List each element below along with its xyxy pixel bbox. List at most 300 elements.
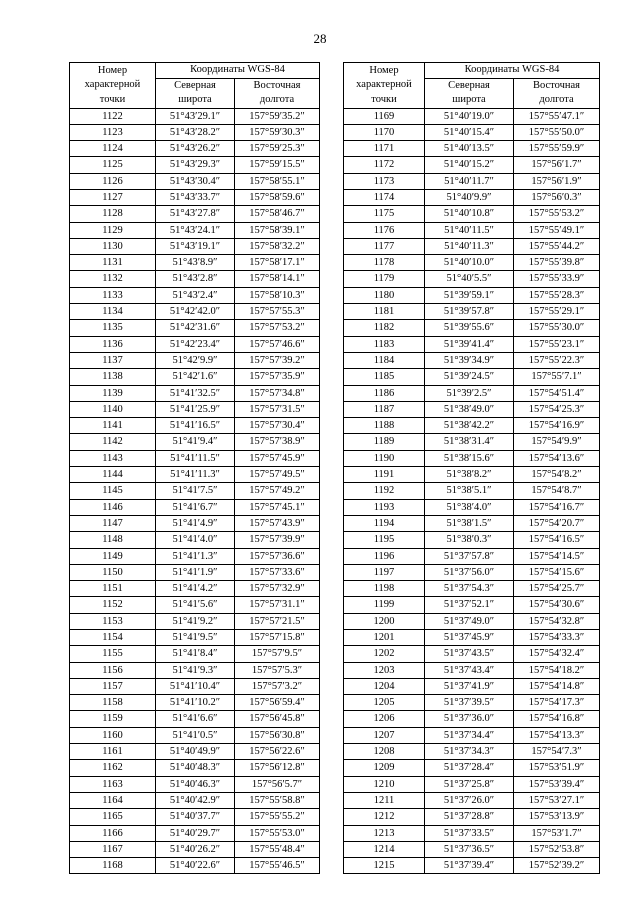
latitude-cell: 51°37′39.5″: [425, 695, 514, 711]
longitude-cell: 157°54′13.3″: [514, 727, 600, 743]
longitude-cell: 157°57′38.9″: [235, 434, 320, 450]
table-row: [70, 678, 320, 694]
table-row: [70, 499, 320, 515]
table-row: [70, 597, 320, 613]
point-number-cell: 1145: [70, 483, 156, 499]
header-point-number-line: Номер: [97, 64, 128, 76]
point-number-cell: 1174: [344, 189, 425, 205]
longitude-cell: 157°58′14.1″: [235, 271, 320, 287]
point-number-cell: 1141: [70, 418, 156, 434]
table-row: [70, 483, 320, 499]
latitude-cell: 51°38′4.0″: [425, 499, 514, 515]
latitude-cell: 51°41′6.6″: [156, 711, 235, 727]
latitude-cell: 51°42′42.0″: [156, 304, 235, 320]
latitude-cell: 51°41′9.2″: [156, 613, 235, 629]
point-number-cell: 1190: [344, 450, 425, 466]
table-body-right: [344, 108, 600, 874]
point-number-cell: 1144: [70, 467, 156, 483]
point-number-cell: 1163: [70, 776, 156, 792]
point-number-cell: 1133: [70, 287, 156, 303]
latitude-cell: 51°41′25.9″: [156, 401, 235, 417]
point-number-cell: 1130: [70, 238, 156, 254]
table-row: [344, 858, 600, 874]
latitude-cell: 51°41′8.4″: [156, 646, 235, 662]
latitude-cell: 51°41′16.5″: [156, 418, 235, 434]
latitude-cell: 51°41′1.9″: [156, 564, 235, 580]
latitude-cell: 51°43′29.3″: [156, 157, 235, 173]
longitude-cell: 157°53′39.4″: [514, 776, 600, 792]
point-number-cell: 1182: [344, 320, 425, 336]
point-number-cell: 1125: [70, 157, 156, 173]
longitude-cell: 157°56′30.8″: [235, 727, 320, 743]
table-row: [70, 613, 320, 629]
latitude-cell: 51°41′6.7″: [156, 499, 235, 515]
longitude-cell: 157°54′30.6″: [514, 597, 600, 613]
point-number-cell: 1197: [344, 564, 425, 580]
longitude-cell: 157°54′13.6″: [514, 450, 600, 466]
longitude-cell: 157°55′33.9″: [514, 271, 600, 287]
latitude-cell: 51°40′10.8″: [425, 206, 514, 222]
table-row: [344, 581, 600, 597]
longitude-cell: 157°54′8.2″: [514, 467, 600, 483]
latitude-cell: 51°40′48.3″: [156, 760, 235, 776]
longitude-cell: 157°57′55.3″: [235, 304, 320, 320]
point-number-cell: 1171: [344, 141, 425, 157]
longitude-cell: 157°55′50.0″: [514, 124, 600, 140]
point-number-cell: 1155: [70, 646, 156, 662]
latitude-cell: 51°38′1.5″: [425, 515, 514, 531]
latitude-cell: 51°40′11.7″: [425, 173, 514, 189]
table-row: [70, 385, 320, 401]
header-latitude-line: широта: [452, 94, 486, 105]
latitude-cell: 51°37′28.8″: [425, 809, 514, 825]
point-number-cell: 1151: [70, 581, 156, 597]
longitude-cell: 157°55′29.1″: [514, 304, 600, 320]
longitude-cell: 157°58′59.6″: [235, 189, 320, 205]
longitude-cell: 157°54′15.6″: [514, 564, 600, 580]
longitude-cell: 157°54′14.5″: [514, 548, 600, 564]
table-row: [344, 352, 600, 368]
point-number-cell: 1211: [344, 792, 425, 808]
point-number-cell: 1167: [70, 841, 156, 857]
point-number-cell: 1132: [70, 271, 156, 287]
longitude-cell: 157°57′31.5″: [235, 401, 320, 417]
point-number-cell: 1146: [70, 499, 156, 515]
latitude-cell: 51°37′49.0″: [425, 613, 514, 629]
point-number-cell: 1189: [344, 434, 425, 450]
longitude-cell: 157°54′32.4″: [514, 646, 600, 662]
table-row: [344, 630, 600, 646]
latitude-cell: 51°37′54.3″: [425, 581, 514, 597]
latitude-cell: 51°41′32.5″: [156, 385, 235, 401]
longitude-cell: 157°57′15.8″: [235, 630, 320, 646]
point-number-cell: 1214: [344, 841, 425, 857]
table-row: [344, 727, 600, 743]
point-number-cell: 1195: [344, 532, 425, 548]
latitude-cell: 51°40′19.0″: [425, 108, 514, 124]
latitude-cell: 51°40′9.9″: [425, 189, 514, 205]
latitude-cell: 51°39′24.5″: [425, 369, 514, 385]
point-number-cell: 1127: [70, 189, 156, 205]
point-number-cell: 1128: [70, 206, 156, 222]
point-number-cell: 1164: [70, 792, 156, 808]
point-number-cell: 1168: [70, 858, 156, 874]
point-number-cell: 1170: [344, 124, 425, 140]
table-row: [344, 809, 600, 825]
table-row: [70, 369, 320, 385]
table-row: [70, 809, 320, 825]
header-longitude: [235, 78, 320, 108]
latitude-cell: 51°42′23.4″: [156, 336, 235, 352]
table-row: [70, 841, 320, 857]
header-latitude-line: Северная: [448, 79, 490, 91]
table-row: [344, 320, 600, 336]
latitude-cell: 51°38′49.0″: [425, 401, 514, 417]
point-number-cell: 1158: [70, 695, 156, 711]
table-row: [344, 613, 600, 629]
latitude-cell: 51°41′11.3″: [156, 467, 235, 483]
table-row: [70, 760, 320, 776]
table-row: [344, 434, 600, 450]
longitude-cell: 157°55′39.8″: [514, 255, 600, 271]
longitude-cell: 157°56′59.4″: [235, 695, 320, 711]
latitude-cell: 51°41′7.5″: [156, 483, 235, 499]
header-point-number: [70, 63, 156, 109]
point-number-cell: 1124: [70, 141, 156, 157]
table-row: [344, 173, 600, 189]
latitude-cell: 51°40′15.4″: [425, 124, 514, 140]
table-row: [344, 841, 600, 857]
table-row: [70, 206, 320, 222]
longitude-cell: 157°59′25.3″: [235, 141, 320, 157]
point-number-cell: 1143: [70, 450, 156, 466]
latitude-cell: 51°37′45.9″: [425, 630, 514, 646]
table-row: [70, 222, 320, 238]
longitude-cell: 157°56′1.7″: [514, 157, 600, 173]
latitude-cell: 51°37′25.8″: [425, 776, 514, 792]
point-number-cell: 1215: [344, 858, 425, 874]
longitude-cell: 157°54′16.9″: [514, 418, 600, 434]
latitude-cell: 51°40′15.2″: [425, 157, 514, 173]
table-row: [344, 792, 600, 808]
longitude-cell: 157°57′34.8″: [235, 385, 320, 401]
point-number-cell: 1123: [70, 124, 156, 140]
latitude-cell: 51°37′43.5″: [425, 646, 514, 662]
point-number-cell: 1209: [344, 760, 425, 776]
table-row: [70, 320, 320, 336]
latitude-cell: 51°39′41.4″: [425, 336, 514, 352]
point-number-cell: 1169: [344, 108, 425, 124]
longitude-cell: 157°55′7.1″: [514, 369, 600, 385]
table-row: [70, 858, 320, 874]
latitude-cell: 51°37′57.8″: [425, 548, 514, 564]
latitude-cell: 51°42′1.6″: [156, 369, 235, 385]
point-number-cell: 1175: [344, 206, 425, 222]
longitude-cell: 157°54′17.3″: [514, 695, 600, 711]
table-row: [70, 515, 320, 531]
longitude-cell: 157°55′53.2″: [514, 206, 600, 222]
longitude-cell: 157°57′30.4″: [235, 418, 320, 434]
longitude-cell: 157°54′25.3″: [514, 401, 600, 417]
table-row: [344, 744, 600, 760]
latitude-cell: 51°37′28.4″: [425, 760, 514, 776]
longitude-cell: 157°57′36.6″: [235, 548, 320, 564]
latitude-cell: 51°40′46.3″: [156, 776, 235, 792]
longitude-cell: 157°52′53.8″: [514, 841, 600, 857]
longitude-cell: 157°56′22.6″: [235, 744, 320, 760]
latitude-cell: 51°42′9.9″: [156, 352, 235, 368]
latitude-cell: 51°41′4.0″: [156, 532, 235, 548]
longitude-cell: 157°54′25.7″: [514, 581, 600, 597]
longitude-cell: 157°55′44.2″: [514, 238, 600, 254]
latitude-cell: 51°43′2.8″: [156, 271, 235, 287]
coordinates-table-left: [69, 62, 320, 874]
point-number-cell: 1180: [344, 287, 425, 303]
point-number-cell: 1186: [344, 385, 425, 401]
table-row: [70, 467, 320, 483]
latitude-cell: 51°40′29.7″: [156, 825, 235, 841]
table-body-left: [70, 108, 320, 874]
table-row: [344, 271, 600, 287]
longitude-cell: 157°58′32.2″: [235, 238, 320, 254]
point-number-cell: 1196: [344, 548, 425, 564]
table-row: [344, 255, 600, 271]
point-number-cell: 1156: [70, 662, 156, 678]
point-number-cell: 1198: [344, 581, 425, 597]
longitude-cell: 157°57′43.9″: [235, 515, 320, 531]
latitude-cell: 51°37′36.0″: [425, 711, 514, 727]
longitude-cell: 157°59′30.3″: [235, 124, 320, 140]
latitude-cell: 51°43′28.2″: [156, 124, 235, 140]
longitude-cell: 157°57′33.6″: [235, 564, 320, 580]
longitude-cell: 157°55′58.8″: [235, 792, 320, 808]
point-number-cell: 1137: [70, 352, 156, 368]
table-row: [70, 336, 320, 352]
longitude-cell: 157°54′8.7″: [514, 483, 600, 499]
table-row: [344, 515, 600, 531]
longitude-cell: 157°58′55.1″: [235, 173, 320, 189]
longitude-cell: 157°57′46.6″: [235, 336, 320, 352]
longitude-cell: 157°54′33.3″: [514, 630, 600, 646]
table-row: [344, 467, 600, 483]
latitude-cell: 51°37′41.9″: [425, 678, 514, 694]
longitude-cell: 157°53′13.9″: [514, 809, 600, 825]
longitude-cell: 157°55′59.9″: [514, 141, 600, 157]
table-row: [70, 418, 320, 434]
header-longitude-line: долгота: [539, 94, 574, 105]
table-row: [70, 695, 320, 711]
point-number-cell: 1142: [70, 434, 156, 450]
point-number-cell: 1173: [344, 173, 425, 189]
latitude-cell: 51°41′0.5″: [156, 727, 235, 743]
point-number-cell: 1131: [70, 255, 156, 271]
longitude-cell: 157°57′21.5″: [235, 613, 320, 629]
latitude-cell: 51°37′34.4″: [425, 727, 514, 743]
latitude-cell: 51°41′11.5″: [156, 450, 235, 466]
latitude-cell: 51°40′11.3″: [425, 238, 514, 254]
latitude-cell: 51°41′9.5″: [156, 630, 235, 646]
point-number-cell: 1129: [70, 222, 156, 238]
longitude-cell: 157°55′53.0″: [235, 825, 320, 841]
longitude-cell: 157°57′32.9″: [235, 581, 320, 597]
header-coordinates: Координаты WGS-84: [156, 63, 320, 79]
point-number-cell: 1199: [344, 597, 425, 613]
latitude-cell: 51°43′8.9″: [156, 255, 235, 271]
table-row: [70, 662, 320, 678]
longitude-cell: 157°54′7.3″: [514, 744, 600, 760]
longitude-cell: 157°54′16.8″: [514, 711, 600, 727]
latitude-cell: 51°43′26.2″: [156, 141, 235, 157]
table-row: [70, 792, 320, 808]
table-row: [70, 287, 320, 303]
latitude-cell: 51°38′0.3″: [425, 532, 514, 548]
longitude-cell: 157°58′10.3″: [235, 287, 320, 303]
table-row: [70, 646, 320, 662]
point-number-cell: 1136: [70, 336, 156, 352]
table-row: [70, 352, 320, 368]
longitude-cell: 157°56′1.9″: [514, 173, 600, 189]
table-row: [70, 744, 320, 760]
table-row: [70, 564, 320, 580]
longitude-cell: 157°54′51.4″: [514, 385, 600, 401]
table-row: [344, 141, 600, 157]
longitude-cell: 157°55′46.5″: [235, 858, 320, 874]
latitude-cell: 51°39′57.8″: [425, 304, 514, 320]
table-row: [344, 108, 600, 124]
table-row: [344, 597, 600, 613]
point-number-cell: 1138: [70, 369, 156, 385]
longitude-cell: 157°54′16.5″: [514, 532, 600, 548]
longitude-cell: 157°57′35.9″: [235, 369, 320, 385]
latitude-cell: 51°37′43.4″: [425, 662, 514, 678]
latitude-cell: 51°40′5.5″: [425, 271, 514, 287]
table-row: [344, 548, 600, 564]
point-number-cell: 1150: [70, 564, 156, 580]
longitude-cell: 157°58′46.7″: [235, 206, 320, 222]
point-number-cell: 1135: [70, 320, 156, 336]
point-number-cell: 1185: [344, 369, 425, 385]
table-row: [344, 222, 600, 238]
latitude-cell: 51°40′13.5″: [425, 141, 514, 157]
longitude-cell: 157°57′45.1″: [235, 499, 320, 515]
longitude-cell: 157°57′3.2″: [235, 678, 320, 694]
table-row: [344, 760, 600, 776]
table-row: [344, 532, 600, 548]
point-number-cell: 1213: [344, 825, 425, 841]
table-row: [344, 662, 600, 678]
longitude-cell: 157°56′5.7″: [235, 776, 320, 792]
table-row: [344, 157, 600, 173]
point-number-cell: 1192: [344, 483, 425, 499]
longitude-cell: 157°55′49.1″: [514, 222, 600, 238]
longitude-cell: 157°58′17.1″: [235, 255, 320, 271]
table-row: [70, 776, 320, 792]
latitude-cell: 51°43′30.4″: [156, 173, 235, 189]
table-row: [344, 646, 600, 662]
point-number-cell: 1207: [344, 727, 425, 743]
point-number-cell: 1187: [344, 401, 425, 417]
latitude-cell: 51°40′37.7″: [156, 809, 235, 825]
point-number-cell: 1191: [344, 467, 425, 483]
table-row: [70, 124, 320, 140]
latitude-cell: 51°40′11.5″: [425, 222, 514, 238]
point-number-cell: 1201: [344, 630, 425, 646]
longitude-cell: 157°54′16.7″: [514, 499, 600, 515]
longitude-cell: 157°54′14.8″: [514, 678, 600, 694]
longitude-cell: 157°57′49.2″: [235, 483, 320, 499]
table-row: [344, 450, 600, 466]
longitude-cell: 157°56′12.8″: [235, 760, 320, 776]
point-number-cell: 1208: [344, 744, 425, 760]
header-point-number-line: Номер: [369, 64, 399, 76]
header-latitude: [156, 78, 235, 108]
table-row: [344, 206, 600, 222]
point-number-cell: 1188: [344, 418, 425, 434]
page-number: 28: [313, 31, 327, 46]
table-row: [70, 434, 320, 450]
header-longitude-line: Восточная: [533, 79, 580, 91]
point-number-cell: 1148: [70, 532, 156, 548]
point-number-cell: 1205: [344, 695, 425, 711]
table-row: [344, 336, 600, 352]
header-point-number-line: точки: [99, 93, 126, 105]
latitude-cell: 51°43′19.1″: [156, 238, 235, 254]
table-row: [70, 581, 320, 597]
point-number-cell: 1139: [70, 385, 156, 401]
point-number-cell: 1212: [344, 809, 425, 825]
header-latitude-line: широта: [178, 94, 212, 105]
longitude-cell: 157°53′27.1″: [514, 792, 600, 808]
latitude-cell: 51°41′4.2″: [156, 581, 235, 597]
coordinates-table-right: [343, 62, 600, 874]
latitude-cell: 51°43′27.8″: [156, 206, 235, 222]
longitude-cell: 157°57′45.9″: [235, 450, 320, 466]
table-row: [70, 450, 320, 466]
latitude-cell: 51°38′5.1″: [425, 483, 514, 499]
longitude-cell: 157°57′5.3″: [235, 662, 320, 678]
latitude-cell: 51°37′26.0″: [425, 792, 514, 808]
table-row: [344, 483, 600, 499]
longitude-cell: 157°57′9.5″: [235, 646, 320, 662]
point-number-cell: 1200: [344, 613, 425, 629]
point-number-cell: 1147: [70, 515, 156, 531]
latitude-cell: 51°40′49.9″: [156, 744, 235, 760]
latitude-cell: 51°38′31.4″: [425, 434, 514, 450]
table-row: [70, 108, 320, 124]
header-latitude: [425, 78, 514, 108]
point-number-cell: 1140: [70, 401, 156, 417]
point-number-cell: 1181: [344, 304, 425, 320]
table-row: [344, 711, 600, 727]
latitude-cell: 51°37′52.1″: [425, 597, 514, 613]
table-row: [70, 304, 320, 320]
point-number-cell: 1165: [70, 809, 156, 825]
point-number-cell: 1160: [70, 727, 156, 743]
table-row: [344, 287, 600, 303]
table-row: [344, 678, 600, 694]
table-row: [344, 304, 600, 320]
longitude-cell: 157°57′39.2″: [235, 352, 320, 368]
point-number-cell: 1177: [344, 238, 425, 254]
point-number-cell: 1184: [344, 352, 425, 368]
latitude-cell: 51°40′42.9″: [156, 792, 235, 808]
table-row: [70, 711, 320, 727]
table-row: [70, 173, 320, 189]
table-row: [344, 369, 600, 385]
latitude-cell: 51°43′33.7″: [156, 189, 235, 205]
table-row: [344, 401, 600, 417]
table-row: [70, 238, 320, 254]
